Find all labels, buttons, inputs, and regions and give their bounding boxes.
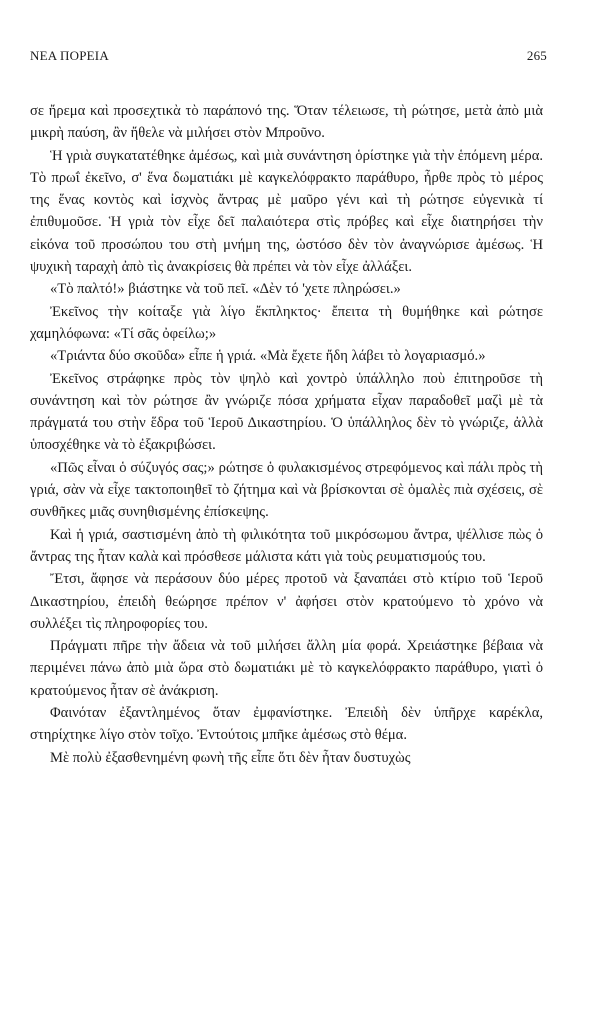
paragraph: «Τριάντα δύο σκοῦδα» εἶπε ἡ γριά. «Μὰ ἔχετε ἤδη λάβει τὸ λογαριασμό.»	[50, 348, 486, 365]
paragraph: Ἐκεῖνος στράφηκε πρὸς τὸν ψηλὸ καὶ χοντρὸ ὑπάλληλο ποὺ ἐπιτηροῦσε τὴ συνάντηση καὶ τὸν ρώτησε ἂν γνώριζε πόσα χρήματα εἶχαν παραδοθεῖ μαζὶ μὲ τὰ πράγματά του στὴν ἕδρα τοῦ Ἱεροῦ Δικαστηρίου. Ὁ ὑπάλληλος δὲν τὸ γνώριζε, ἀλλὰ ὑποσχέθηκε νὰ τὸ ἐξακριβώσει.	[30, 370, 543, 454]
body-text	[30, 100, 543, 769]
paragraph: Μὲ πολὺ ἐξασθενημένη φωνὴ τῆς εἶπε ὅτι δὲν ἦταν δυστυχὼς	[50, 749, 411, 766]
paragraph: Πράγματι πῆρε τὴν ἄδεια νὰ τοῦ μιλήσει ἄλλη μία φορά. Χρειάστηκε βέβαια νὰ περιμένει πάνω ἀπὸ μιὰ ὥρα στὸ δωματιάκι μὲ τὸ καγκελόφρακτο παράθυρο, γιατὶ ὁ κρατούμενος ἦταν σὲ ἀνάκριση.	[30, 638, 543, 699]
page-number: 265	[526, 48, 547, 63]
paragraph: σε ἤρεμα καὶ προσεχτικὰ τὸ παράπονό της. Ὅταν τέλειωσε, τὴ ρώτησε, μετὰ ἀπὸ μιὰ μικρὴ παύση, ἂν ἤθελε νὰ μιλήσει στὸν Μπροῦνο.	[30, 103, 543, 142]
paragraph: Καὶ ἡ γριά, σαστισμένη ἀπὸ τὴ φιλικότητα τοῦ μικρόσωμου ἄντρα, ψέλλισε πὼς ὁ ἄντρας της ἦταν καλὰ καὶ πρόσθεσε μάλιστα κάτι γιὰ τοὺς ρευματισμούς του.	[30, 526, 543, 565]
paragraph: Ἔτσι, ἄφησε νὰ περάσουν δύο μέρες προτοῦ νὰ ξαναπάει στὸ κτίριο τοῦ Ἱεροῦ Δικαστηρίου, ἐπειδὴ θεώρησε πρέπον ν' ἀφήσει στὸν κρατούμενο τὸ χρόνο νὰ συλλέξει τὶς πληροφορίες του.	[30, 571, 543, 632]
paragraph: Ἐκεῖνος τὴν κοίταξε γιὰ λίγο ἔκπληκτος· ἔπειτα τὴ θυμήθηκε καὶ ρώτησε χαμηλόφωνα: «Τί σᾶς ὀφείλω;»	[30, 303, 543, 342]
running-title: ΝΕΑ ΠΟΡΕΙΑ	[30, 48, 109, 63]
paragraph: «Τὸ παλτό!» βιάστηκε νὰ τοῦ πεῖ. «Δὲν τό 'χετε πληρώσει.»	[50, 281, 401, 298]
paragraph: Φαινόταν ἐξαντλημένος ὅταν ἐμφανίστηκε. Ἐπειδὴ δὲν ὑπῆρχε καρέκλα, στηρίχτηκε λίγο στὸν τοῖχο. Ἐντούτοις μπῆκε ἀμέσως στὸ θέμα.	[30, 705, 543, 744]
paragraph: Ἡ γριὰ συγκατατέθηκε ἀμέσως, καὶ μιὰ συνάντηση ὁρίστηκε γιὰ τὴν ἑπόμενη μέρα. Τὸ πρωΐ ἐκεῖνο, σ' ἕνα δωματιάκι μὲ καγκελόφρακτο παράθυρο, ἦρθε πρὸς τὸ μέρος της ἕνας κοντὸς καὶ ἰσχνὸς ἄντρας μὲ μαῦρο γένι καὶ τὴ ρώτησε εὐγενικὰ τί ἐπιθυμοῦσε. Ἡ γριὰ τὸν εἶχε δεῖ παλαιότερα στὶς πρόβες καὶ εἶχε διατηρήσει τὴν εἰκόνα τοῦ προσώπου του στὴ μνήμη της, ὡστόσο δὲν τὸν ἀναγνώρισε ἀμέσως. Ἡ ψυχικὴ ταραχὴ ἀπὸ τὶς ἀνακρίσεις θὰ πρέπει νὰ τὸν εἶχε ἀλλάξει.	[30, 147, 543, 276]
paragraph: «Πῶς εἶναι ὁ σύζυγός σας;» ρώτησε ὁ φυλακισμένος στρεφόμενος καὶ πάλι πρὸς τὴ γριά, σὰν νὰ εἶχε τακτοποιηθεῖ τὸ ζήτημα καὶ νὰ βρίσκονται σὲ ὁμαλὲς πιὰ σχέσεις, σὲ συνθῆκες μιᾶς συνηθισμένης ἐπίσκεψης.	[30, 459, 543, 521]
running-header	[30, 48, 547, 66]
